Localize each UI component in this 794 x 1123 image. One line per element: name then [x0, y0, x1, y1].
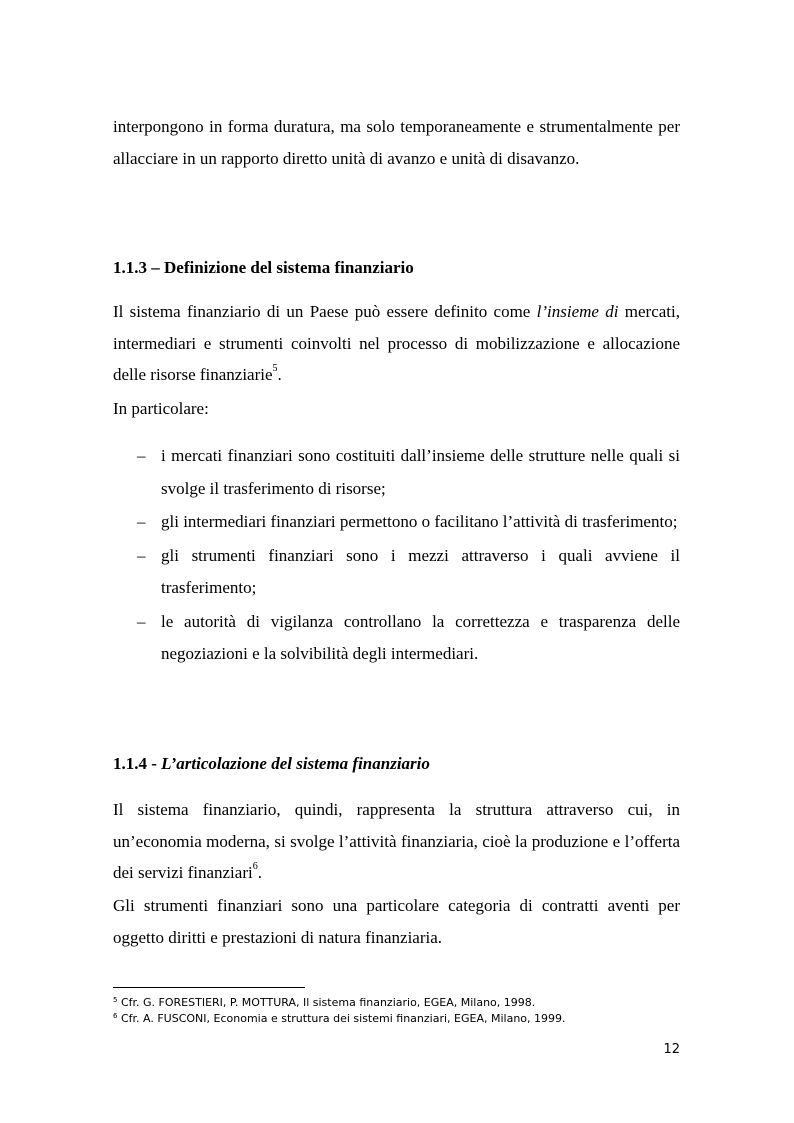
footnote-ref-6: 6	[252, 861, 258, 873]
definition-text-end: .	[277, 365, 282, 384]
footnote-text: Cfr. A. FUSCONI, Economia e struttura dei sistemi finanziari, EGEA, Milano, 1999.	[117, 1012, 566, 1025]
footnote-6	[113, 1011, 680, 1027]
list-item	[113, 506, 680, 539]
instruments-text: Gli strumenti finanziari sono una particolare categoria di contratti aventi per oggetto diritti e prestazioni di natura finanziaria.	[113, 896, 680, 947]
footnote-number: 5	[113, 996, 118, 1004]
page-number: 12	[663, 1042, 680, 1057]
system-text-end: .	[257, 863, 262, 882]
system-text: Il sistema finanziario, quindi, rappresenta la struttura attraverso cui, in un’economia moderna, si svolge l’attività finanziaria, cioè la produzione e l’offerta dei servizi finanziari	[113, 800, 680, 882]
instruments-paragraph	[113, 890, 680, 953]
section-heading-1-1-4	[113, 753, 680, 775]
list-item	[113, 606, 680, 671]
lead-in-text: In particolare:	[113, 399, 209, 418]
system-paragraph	[113, 794, 680, 889]
footnotes	[113, 995, 680, 1027]
list-dash: –	[137, 545, 146, 565]
footnote-separator	[113, 987, 305, 988]
footnote-ref-5: 5	[272, 363, 278, 375]
list-item-text: gli strumenti finanziari sono i mezzi attraverso i quali avviene il trasferimento;	[161, 545, 680, 597]
list-item	[113, 540, 680, 605]
list-item-text: gli intermediari finanziari permettono o facilitano l’attività di trasferimento;	[161, 512, 678, 531]
list-dash: –	[137, 446, 146, 465]
list-dash: –	[137, 512, 146, 531]
list-item-text: le autorità di vigilanza controllano la correttezza e trasparenza delle negoziazioni e la solvibilità degli intermediari.	[161, 611, 680, 663]
intro-text: interpongono in forma duratura, ma solo temporaneamente e strumentalmente per allacciare in un rapporto diretto unità di avanzo e unità di disavanzo.	[113, 117, 680, 168]
definition-paragraph	[113, 296, 680, 391]
components-list	[113, 440, 680, 672]
footnote-text: Cfr. G. FORESTIERI, P. MOTTURA, Il sistema finanziario, EGEA, Milano, 1998.	[117, 996, 536, 1009]
definition-italic-term: l’insieme di	[536, 302, 619, 321]
definition-text-rest: mercati, intermediari e strumenti coinvolti nel processo di mobilizzazione e allocazione delle risorse finanziarie	[113, 302, 680, 384]
footnote-number: 6	[113, 1012, 118, 1020]
intro-paragraph	[113, 111, 680, 174]
section-title: L’articolazione del sistema finanziario	[161, 754, 430, 773]
document-page	[113, 0, 680, 1123]
list-item	[113, 440, 680, 505]
section-number: 1.1.4 -	[113, 754, 162, 773]
list-item-text: i mercati finanziari sono costituiti dall’insieme delle strutture nelle quali si svolge il trasferimento di risorse;	[161, 446, 680, 498]
footnote-5	[113, 995, 680, 1011]
list-dash: –	[137, 611, 146, 631]
section-heading-1-1-3: 1.1.3 – Definizione del sistema finanziario	[113, 258, 414, 277]
definition-text-start: Il sistema finanziario di un Paese può essere definito come	[113, 302, 537, 321]
